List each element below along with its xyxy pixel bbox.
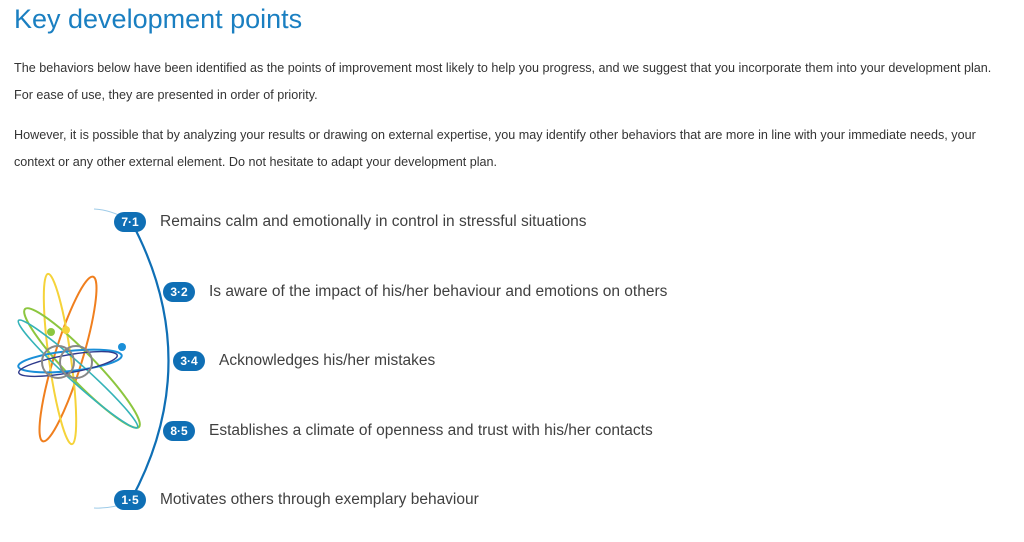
point-label: Motivates others through exemplary behaviour [160,491,479,508]
priority-badge: 8·5 [163,421,195,441]
intro-paragraph-2: However, it is possible that by analyzing your results or drawing on external expertise, you may identify other behaviors that are more in line with your immediate needs, your context or any other external element. Do not hesitate to adapt your development plan. [14,128,976,169]
priority-badge: 3·2 [163,282,195,302]
point-item-3 [173,349,435,373]
point-label: Acknowledges his/her mistakes [219,352,436,369]
electron-green [47,328,55,336]
page-title: Key development points [14,4,303,34]
point-item-4 [163,419,653,443]
priority-badge: 1·5 [114,490,146,510]
atom-logo [13,272,150,445]
point-label: Is aware of the impact of his/her behaviour and emotions on others [209,283,668,300]
point-label: Establishes a climate of openness and trust with his/her contacts [209,422,653,439]
priority-badge: 7·1 [114,212,146,232]
electron-yellow [62,326,70,334]
priority-badge: 3·4 [173,351,205,371]
orbit-orange [29,273,106,446]
point-item-2 [163,280,667,304]
intro-paragraph-1: The behaviors below have been identified as the points of improvement most likely to help you progress, and we suggest that you incorporate them into your development plan. For ease of use, they are presented in order of priority. [14,61,992,102]
electron-blue [118,343,126,351]
development-points-diagram [0,196,1024,526]
priority-arc [131,221,169,500]
point-item-1 [114,210,586,234]
orbit-green [15,299,149,436]
point-label: Remains calm and emotionally in control in stressful situations [160,213,587,230]
point-item-5 [114,488,479,512]
